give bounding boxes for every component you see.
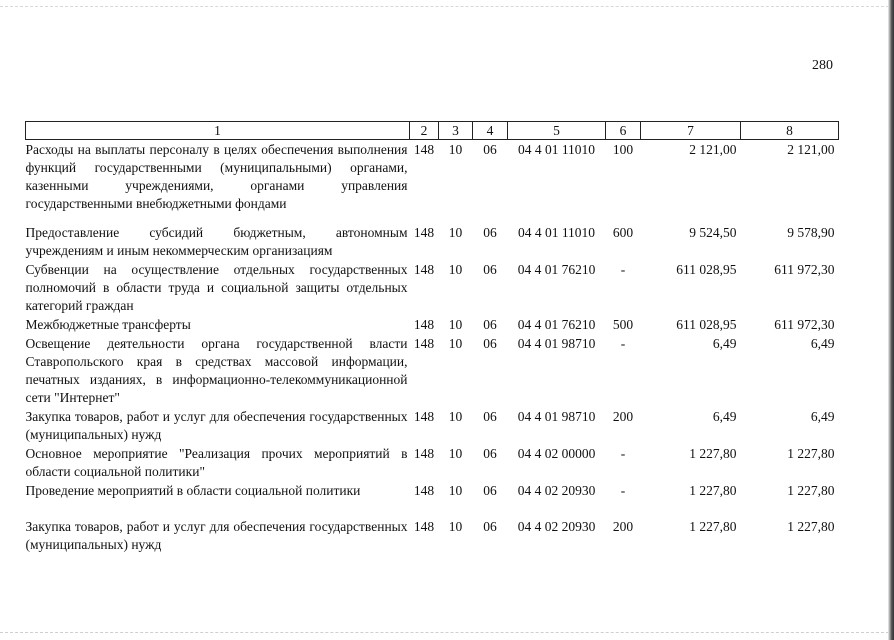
table-row xyxy=(26,500,839,554)
table-row xyxy=(26,407,839,444)
row-section: 10 xyxy=(448,317,463,332)
header-cell-4: 4 xyxy=(473,122,508,140)
row-description: Проведение мероприятий в области социальной политики xyxy=(25,483,361,498)
row-amount-col7: 2 121,00 xyxy=(689,142,737,157)
table-row xyxy=(26,260,839,315)
row-expense-type: 100 xyxy=(612,142,634,157)
row-expense-type: 200 xyxy=(612,519,634,534)
row-description: Субвенции на осуществление отдельных государственных полномочий в области труда и социальной защиты отдельных категорий граждан xyxy=(25,262,408,313)
row-subsection: 06 xyxy=(483,336,497,351)
row-subsection: 06 xyxy=(483,225,497,240)
row-amount-col7: 611 028,95 xyxy=(676,317,737,332)
scan-edge-bottom xyxy=(0,632,894,633)
row-expense-type: 500 xyxy=(612,317,634,332)
row-amount-col8: 6,49 xyxy=(810,409,835,424)
row-amount-col8: 611 972,30 xyxy=(774,262,835,277)
row-section: 10 xyxy=(448,225,463,240)
row-ministry-code: 148 xyxy=(413,225,435,240)
row-section: 10 xyxy=(448,483,463,498)
row-ministry-code: 148 xyxy=(413,483,435,498)
row-amount-col8: 1 227,80 xyxy=(787,446,835,461)
row-description: Расходы на выплаты персоналу в целях обеспечения выполнения функций государственными (муниципальными) органами, казенными учреждениями, органами управления государственными внебюджетными фондами xyxy=(25,142,408,211)
row-subsection: 06 xyxy=(483,409,497,424)
row-amount-col7: 6,49 xyxy=(712,336,737,351)
page-number: 280 xyxy=(812,58,833,73)
scan-edge-right xyxy=(888,0,894,640)
row-ministry-code: 148 xyxy=(413,142,435,157)
row-subsection: 06 xyxy=(483,317,497,332)
budget-table xyxy=(25,121,839,554)
row-amount-col7: 9 524,50 xyxy=(689,225,737,240)
row-target-article: 04 4 02 20930 xyxy=(517,519,596,534)
row-target-article: 04 4 02 20930 xyxy=(517,483,596,498)
row-expense-type: 200 xyxy=(612,409,634,424)
row-amount-col8: 611 972,30 xyxy=(774,317,835,332)
row-ministry-code: 148 xyxy=(413,317,435,332)
row-amount-col8: 9 578,90 xyxy=(787,225,835,240)
table-row xyxy=(26,481,839,500)
row-amount-col7: 6,49 xyxy=(712,409,737,424)
row-description: Предоставление субсидий бюджетным, автономным учреждениям и иным некоммерческим организациям xyxy=(25,225,408,258)
row-section: 10 xyxy=(448,409,463,424)
row-description: Освещение деятельности органа государственной власти Ставропольского края в средствах массовой информации, печатных изданиях, в информационно-телекоммуникационной сети "Интернет" xyxy=(25,336,408,405)
table-row xyxy=(26,140,839,224)
header-cell-8: 8 xyxy=(741,122,839,140)
table-row xyxy=(26,444,839,481)
row-ministry-code: 148 xyxy=(413,336,435,351)
row-expense-type: - xyxy=(620,336,626,351)
row-amount-col8: 1 227,80 xyxy=(787,519,835,534)
row-expense-type: - xyxy=(620,446,626,461)
row-section: 10 xyxy=(448,262,463,277)
header-cell-7: 7 xyxy=(641,122,741,140)
row-expense-type: 600 xyxy=(612,225,634,240)
header-cell-1: 1 xyxy=(26,122,410,140)
row-expense-type: - xyxy=(620,483,626,498)
row-ministry-code: 148 xyxy=(413,409,435,424)
row-amount-col7: 611 028,95 xyxy=(676,262,737,277)
row-amount-col7: 1 227,80 xyxy=(689,483,737,498)
row-description: Межбюджетные трансферты xyxy=(25,317,191,332)
row-target-article: 04 4 01 11010 xyxy=(517,142,596,157)
row-section: 10 xyxy=(448,336,463,351)
row-amount-col7: 1 227,80 xyxy=(689,446,737,461)
row-expense-type: - xyxy=(620,262,626,277)
header-cell-6: 6 xyxy=(606,122,641,140)
row-description: Закупка товаров, работ и услуг для обеспечения государственных (муниципальных) нужд xyxy=(25,519,408,552)
row-target-article: 04 4 02 00000 xyxy=(517,446,596,461)
row-subsection: 06 xyxy=(483,262,497,277)
header-cell-5: 5 xyxy=(508,122,606,140)
row-target-article: 04 4 01 11010 xyxy=(517,225,596,240)
row-ministry-code: 148 xyxy=(413,519,435,534)
scan-edge-top xyxy=(0,6,894,7)
row-target-article: 04 4 01 98710 xyxy=(517,409,596,424)
header-row xyxy=(26,122,839,140)
row-target-article: 04 4 01 76210 xyxy=(517,317,596,332)
header-cell-3: 3 xyxy=(439,122,473,140)
table-row xyxy=(26,315,839,334)
row-target-article: 04 4 01 76210 xyxy=(517,262,596,277)
row-subsection: 06 xyxy=(483,519,497,534)
row-section: 10 xyxy=(448,446,463,461)
row-description: Основное мероприятие "Реализация прочих мероприятий в области социальной политики" xyxy=(25,446,408,479)
row-ministry-code: 148 xyxy=(413,446,435,461)
row-target-article: 04 4 01 98710 xyxy=(517,336,596,351)
row-subsection: 06 xyxy=(483,446,497,461)
row-subsection: 06 xyxy=(483,142,497,157)
row-amount-col8: 6,49 xyxy=(810,336,835,351)
row-section: 10 xyxy=(448,519,463,534)
row-section: 10 xyxy=(448,142,463,157)
table-row xyxy=(26,334,839,407)
row-amount-col8: 2 121,00 xyxy=(787,142,835,157)
row-subsection: 06 xyxy=(483,483,497,498)
table-row xyxy=(26,223,839,260)
row-amount-col8: 1 227,80 xyxy=(787,483,835,498)
row-description: Закупка товаров, работ и услуг для обеспечения государственных (муниципальных) нужд xyxy=(25,409,408,442)
row-ministry-code: 148 xyxy=(413,262,435,277)
header-cell-2: 2 xyxy=(410,122,439,140)
row-amount-col7: 1 227,80 xyxy=(689,519,737,534)
